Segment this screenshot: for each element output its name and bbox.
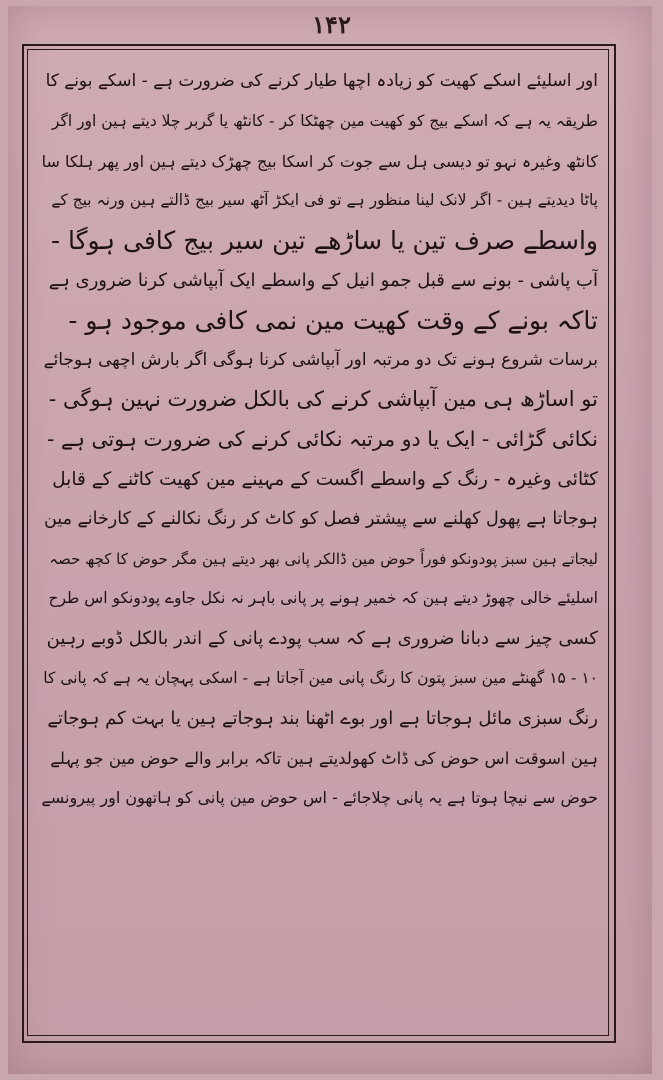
body-text <box>38 62 598 1027</box>
text-line: حوض سے نیچا ہوتا ہے یہ پانی چلاجائے - اس حوض مین پانی کو ہاتھون اور پیرونسے <box>41 788 598 808</box>
text-line: طریقہ یہ ہے کہ اسکے بیج کو کھیت مین چھٹکا کر - کانٹھ یا گربر چلا دیتے ہین اور اگر <box>51 111 598 130</box>
text-line: ہوجاتا ہے پھول کھلنے سے پیشتر فصل کو کاٹ کر رنگ نکالنے کے کارخانے مین <box>43 508 598 529</box>
text-line: آب پاشی - بونے سے قبل جمو انیل کے واسطے ایک آبپاشی کرنا ضروری ہے <box>48 269 598 291</box>
text-line: لیجاتے ہین سبز پودونکو فوراً حوض مین ڈالکر پانی بھر دیتے ہین مگر حوض کا کچھ حصہ <box>49 549 598 568</box>
text-line: تاکہ بونے کے وقت کھیت مین نمی کافی موجود ہو - <box>68 305 598 335</box>
text-line: برسات شروع ہونے تک دو مرتبہ اور آبپاشی کرنا ہوگی اگر بارش اچھی ہوجائے <box>43 349 598 370</box>
text-line: کٹائی وغیرہ - رنگ کے واسطے اگست کے مہینے مین کھیت کاٹنے کے قابل <box>52 468 598 490</box>
text-line: رنگ سبزی مائل ہوجاتا ہے اور بوے اٹھنا بند ہوجاتے ہین یا بہت کم ہوجاتے <box>47 707 598 729</box>
text-line: اور اسلیئے اسکے کھیت کو زیادہ اچھا طیار کرنے کی ضرورت ہے - اسکے بونے کا <box>45 71 598 91</box>
text-line: اسلیئے خالی چھوڑ دیتے ہین کہ خمیر ہونے پر پانی باہر نہ نکل جاوے پودونکو اس طرح <box>48 589 598 608</box>
text-line: کانٹھ وغیرہ نہو تو دیسی ہل سے جوت کر اسکا بیج چھڑک دیتے ہین اور پھر ہلکا سا <box>41 151 598 171</box>
text-line: نکائی گڑائی - ایک یا دو مرتبہ نکائی کرنے کی ضرورت ہوتی ہے - <box>47 427 598 452</box>
text-line: واسطے صرف تین یا ساڑھے تین سیر بیج کافی ہوگا - <box>51 226 598 256</box>
text-line: کسی چیز سے دبانا ضروری ہے کہ سب پودے پانی کے اندر بالکل ڈوبے رہین <box>46 628 598 650</box>
text-line: ۱۰ - ۱۵ گھنٹے مین سبز پتون کا رنگ پانی مین آجاتا ہے - اسکی پہچان یہ ہے کہ پانی کا <box>43 668 598 687</box>
text-line: پاٹا دیدیتے ہین - اگر لانک لینا منظور ہے تو فی ایکڑ آٹھ سیر بیج ڈالتے ہین ورنہ بیج کے <box>51 191 598 210</box>
text-line: ہین اسوقت اس حوض کی ڈاٹ کھولدیتے ہین تاکہ برابر والے حوض مین جو پہلے <box>50 748 598 768</box>
page-number: ۱۴۲ <box>312 10 351 39</box>
text-line: تو اساڑھ ہی مین آبپاشی کرنے کی بالکل ضرورت نہین ہوگی - <box>48 387 598 412</box>
